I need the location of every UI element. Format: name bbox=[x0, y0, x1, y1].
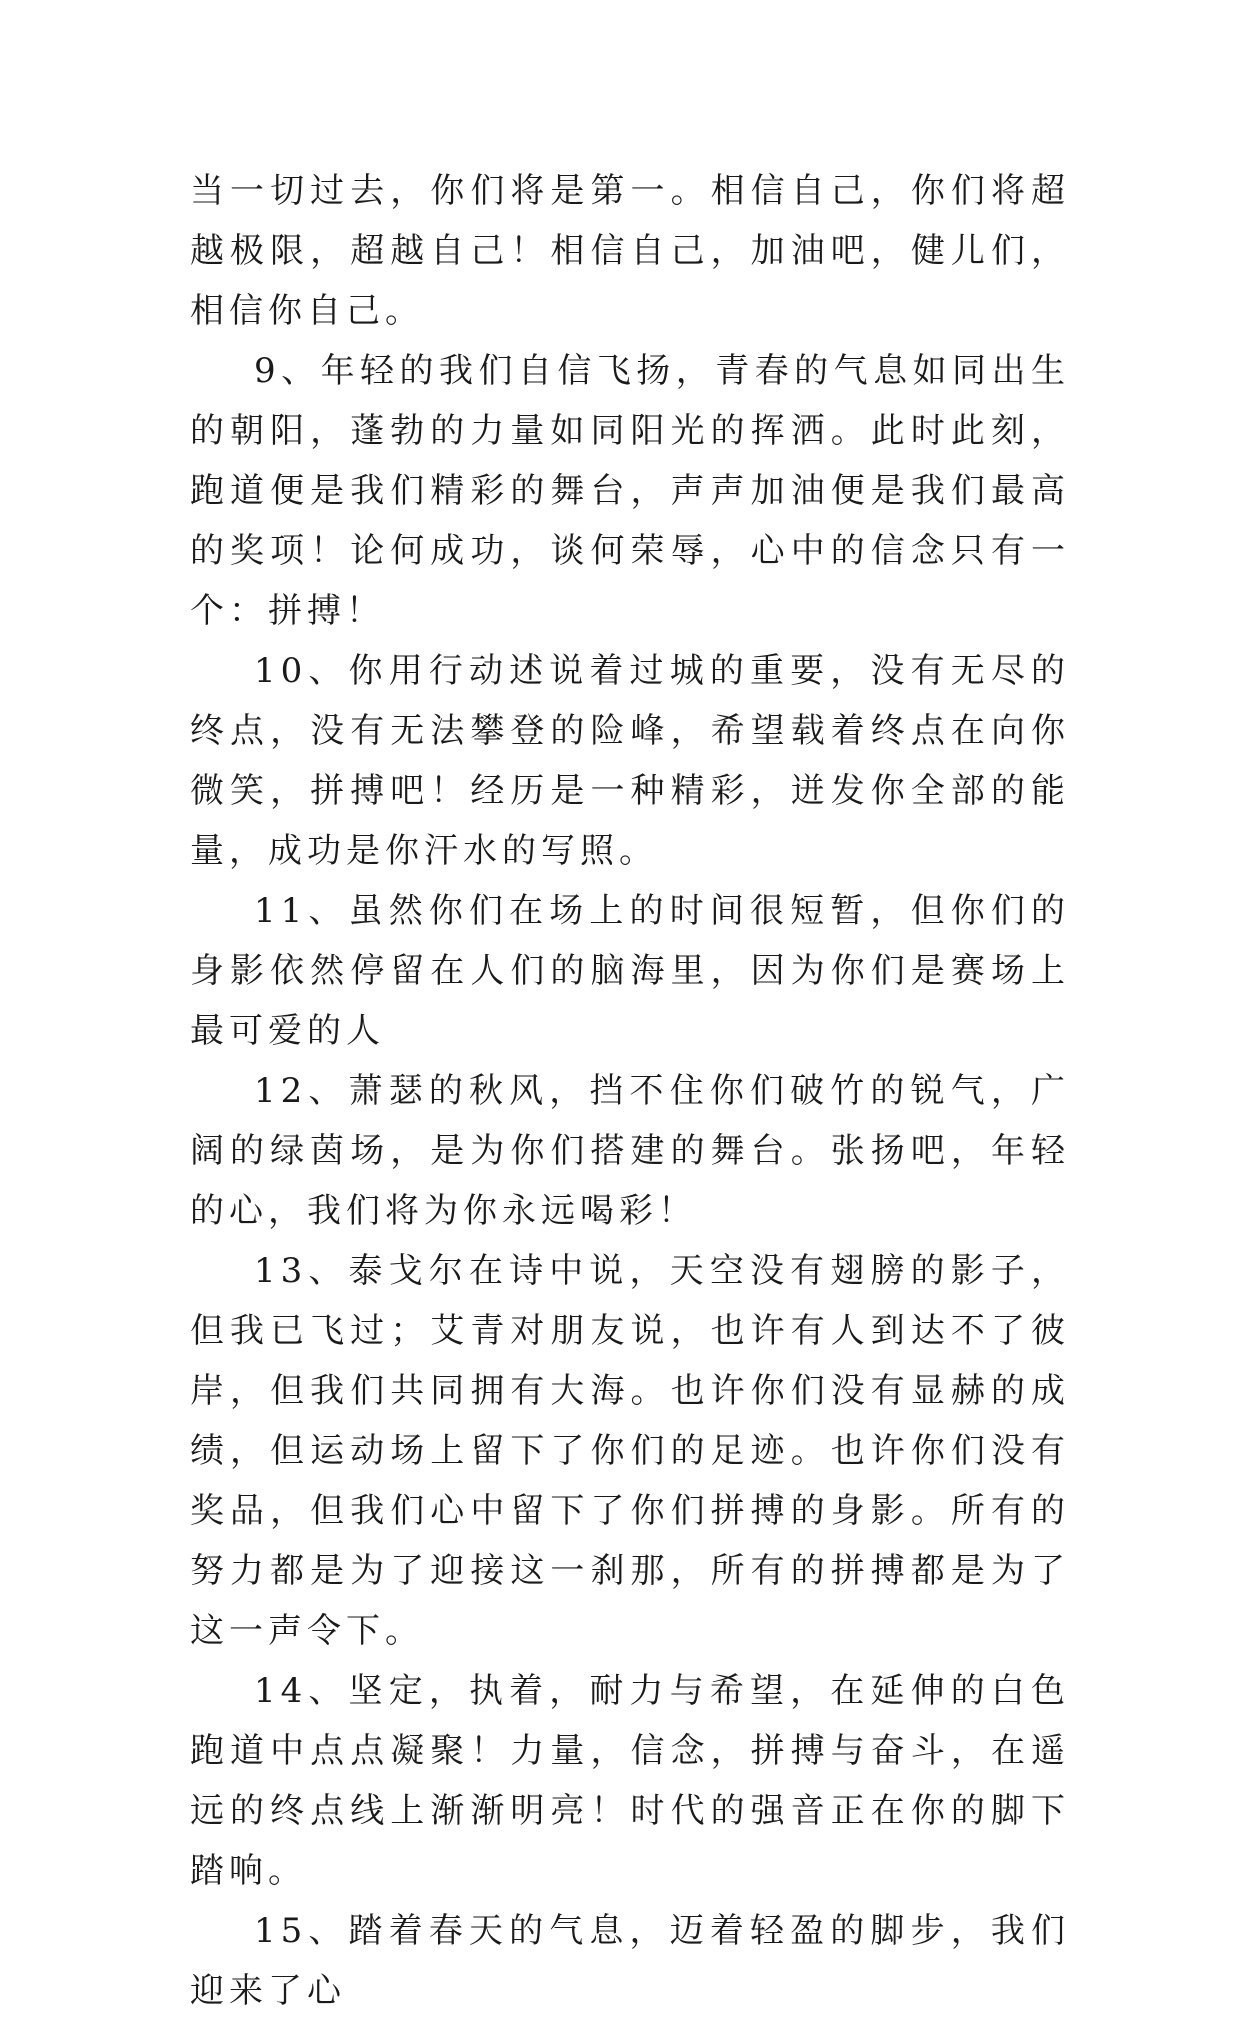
paragraph-12: 12、萧瑟的秋风，挡不住你们破竹的锐气，广阔的绿茵场，是为你们搭建的舞台。张扬吧，年轻的心，我们将为你永远喝彩！ bbox=[190, 1071, 1070, 1231]
paragraph-10: 10、你用行动述说着过城的重要，没有无尽的终点，没有无法攀登的险峰，希望载着终点在向你微笑，拼搏吧！经历是一种精彩，迸发你全部的能量，成功是你汗水的写照。 bbox=[190, 651, 1070, 871]
paragraph-11: 11、虽然你们在场上的时间很短暂，但你们的身影依然停留在人们的脑海里，因为你们是赛场上最可爱的人 bbox=[190, 891, 1070, 1051]
paragraph-14: 14、坚定，执着，耐力与希望，在延伸的白色跑道中点点凝聚！力量，信念，拼搏与奋斗，在遥远的终点线上渐渐明亮！时代的强音正在你的脚下踏响。 bbox=[190, 1671, 1070, 1891]
paragraph-13: 13、泰戈尔在诗中说，天空没有翅膀的影子，但我已飞过；艾青对朋友说，也许有人到达不了彼岸，但我们共同拥有大海。也许你们没有显赫的成绩，但运动场上留下了你们的足迹。也许你们没有奖品，但我们心中留下了你们拼搏的身影。所有的努力都是为了迎接这一刹那，所有的拼搏都是为了这一声令下。 bbox=[190, 1251, 1070, 1651]
paragraph-9: 9、年轻的我们自信飞扬，青春的气息如同出生的朝阳，蓬勃的力量如同阳光的挥洒。此时此刻，跑道便是我们精彩的舞台，声声加油便是我们最高的奖项！论何成功，谈何荣辱，心中的信念只有一个：拼搏！ bbox=[190, 351, 1070, 631]
document-body bbox=[190, 161, 1070, 2021]
paragraph-15: 15、踏着春天的气息，迈着轻盈的脚步，我们迎来了心 bbox=[190, 1911, 1070, 2011]
paragraph-8-continuation: 当一切过去，你们将是第一。相信自己，你们将超越极限，超越自己！相信自己，加油吧，健儿们，相信你自己。 bbox=[190, 171, 1070, 331]
